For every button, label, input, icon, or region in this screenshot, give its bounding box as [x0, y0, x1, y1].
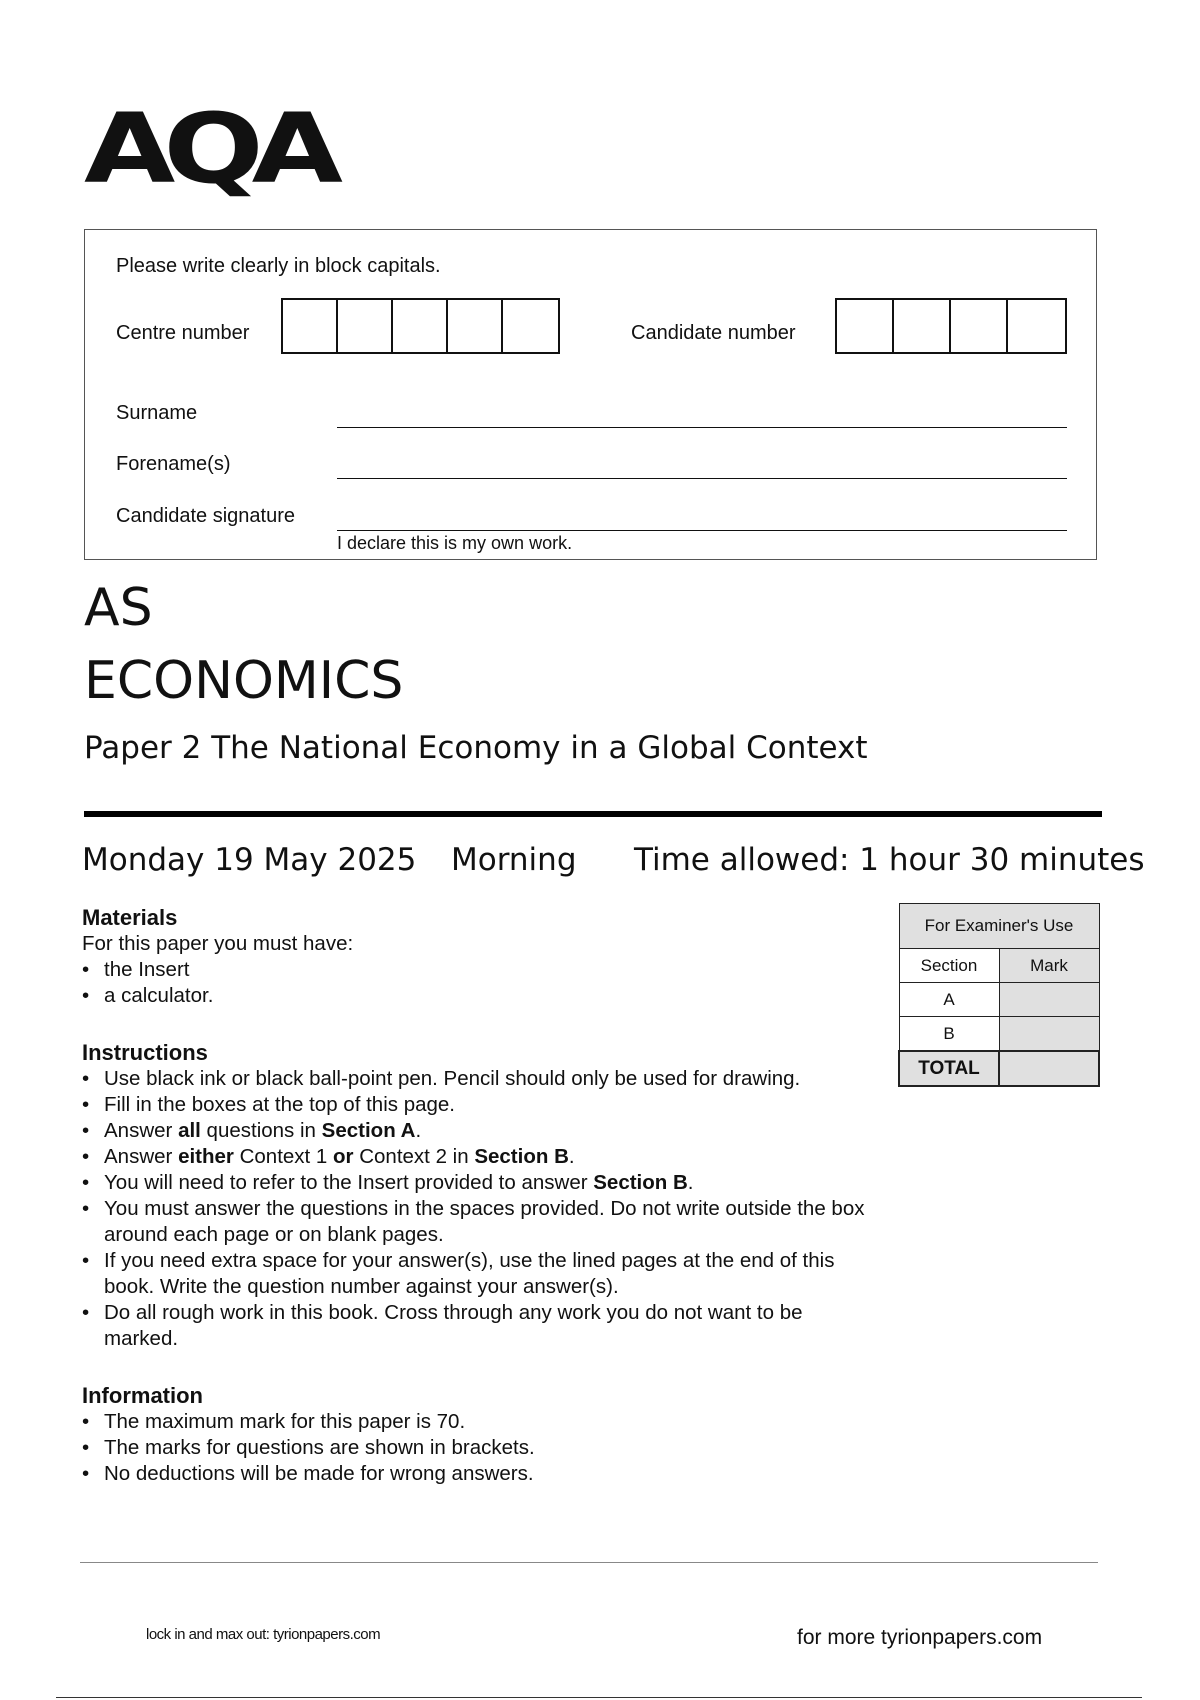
- centre-number-label: Centre number: [116, 322, 250, 344]
- mark-cell: [999, 983, 1099, 1017]
- centre-number-cell[interactable]: [283, 300, 338, 352]
- list-item: • The maximum mark for this paper is 70.: [104, 1409, 882, 1435]
- declaration-text: I declare this is my own work.: [337, 533, 573, 553]
- section-cell: B: [899, 1017, 999, 1052]
- bottom-divider: [80, 1562, 1098, 1563]
- examiner-table-title: For Examiner's Use: [899, 904, 1099, 949]
- list-item: • The marks for questions are shown in brackets.: [104, 1435, 882, 1461]
- materials-section: [82, 905, 882, 1009]
- signature-label: Candidate signature: [116, 505, 296, 527]
- list-item: • Fill in the boxes at the top of this page.: [104, 1092, 882, 1118]
- information-heading: Information: [82, 1383, 203, 1408]
- list-item: • the Insert: [104, 957, 882, 983]
- title-rule: [84, 811, 1102, 817]
- signature-line[interactable]: [337, 530, 1067, 531]
- paper-title: Paper 2 The National Economy in a Global Context: [84, 730, 868, 766]
- examiner-use-table: [898, 903, 1100, 1087]
- list-item: • If you need extra space for your answer(s), use the lined pages at the end of this book. Write the question number against your answer(s).: [104, 1248, 882, 1300]
- information-section: [82, 1383, 882, 1487]
- centre-number-cell[interactable]: [338, 300, 393, 352]
- page-bottom-rule: [56, 1697, 1142, 1698]
- block-capitals-instruction: Please write clearly in block capitals.: [116, 255, 441, 277]
- mark-column-header: Mark: [999, 949, 1099, 983]
- qualification-level: AS: [84, 578, 153, 638]
- instructions-heading: Instructions: [82, 1040, 208, 1065]
- materials-heading: Materials: [82, 905, 178, 930]
- candidate-number-cell[interactable]: [894, 300, 951, 352]
- materials-intro: For this paper you must have:: [82, 932, 354, 955]
- centre-number-cell[interactable]: [503, 300, 558, 352]
- candidate-number-boxes: [835, 298, 1067, 354]
- list-item: • Answer either Context 1 or Context 2 in Section B.: [104, 1144, 882, 1170]
- candidate-number-cell[interactable]: [837, 300, 894, 352]
- time-allowed: Time allowed: 1 hour 30 minutes: [634, 842, 1145, 878]
- footer-right-text: for more tyrionpapers.com: [797, 1626, 1043, 1649]
- list-item: • No deductions will be made for wrong answers.: [104, 1461, 882, 1487]
- list-item: • Answer all questions in Section A.: [104, 1118, 882, 1144]
- exam-date: Monday 19 May 2025: [82, 842, 417, 878]
- mark-cell: [999, 1017, 1099, 1052]
- forenames-label: Forename(s): [116, 453, 231, 475]
- total-mark-cell: [999, 1051, 1099, 1086]
- aqa-logo: AQA: [84, 91, 331, 205]
- list-item: • You must answer the questions in the spaces provided. Do not write outside the box around each page or on blank pages.: [104, 1196, 882, 1248]
- list-item: • You will need to refer to the Insert provided to answer Section B.: [104, 1170, 882, 1196]
- candidate-number-cell[interactable]: [1008, 300, 1065, 352]
- list-item: • Do all rough work in this book. Cross through any work you do not want to be marked.: [104, 1300, 882, 1352]
- list-item: • Use black ink or black ball-point pen. Pencil should only be used for drawing.: [104, 1066, 882, 1092]
- surname-label: Surname: [116, 402, 198, 424]
- section-column-header: Section: [899, 949, 999, 983]
- forenames-line[interactable]: [337, 478, 1067, 479]
- centre-number-cell[interactable]: [448, 300, 503, 352]
- subject-title: ECONOMICS: [84, 651, 404, 711]
- candidate-number-label: Candidate number: [631, 322, 796, 344]
- list-item: • a calculator.: [104, 983, 882, 1009]
- footer-left-text: lock in and max out: tyrionpapers.com: [146, 1626, 381, 1643]
- exam-session: Morning: [451, 842, 577, 878]
- section-cell: A: [899, 983, 999, 1017]
- centre-number-boxes: [281, 298, 560, 354]
- candidate-number-cell[interactable]: [951, 300, 1008, 352]
- total-label: TOTAL: [899, 1051, 999, 1086]
- surname-line[interactable]: [337, 427, 1067, 428]
- instructions-section: [82, 1040, 882, 1352]
- centre-number-cell[interactable]: [393, 300, 448, 352]
